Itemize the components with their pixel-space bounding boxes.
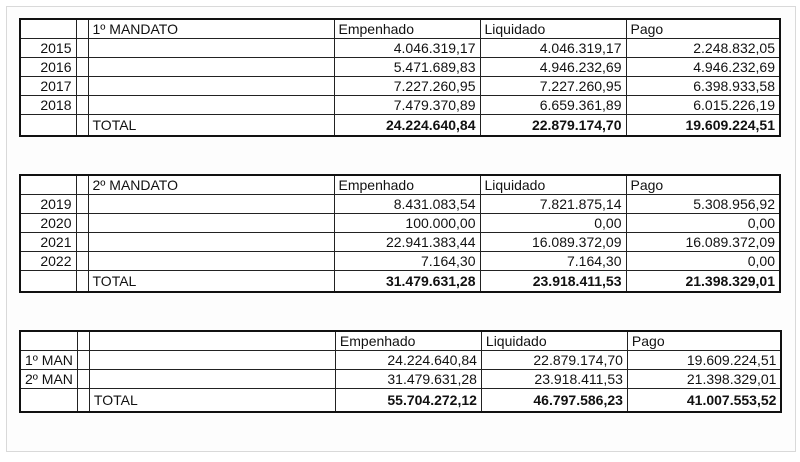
blank-cell bbox=[88, 39, 334, 58]
spacer-cell bbox=[77, 351, 89, 370]
spacer-cell bbox=[76, 96, 88, 115]
table-second-mandate bbox=[19, 174, 781, 293]
table-row bbox=[20, 252, 780, 271]
total-row bbox=[20, 271, 780, 293]
row-label: 2021 bbox=[20, 233, 76, 252]
cell-pago: 21.398.329,01 bbox=[627, 370, 781, 389]
cell-pago: 6.015.226,19 bbox=[626, 96, 780, 115]
total-liquidado: 22.879.174,70 bbox=[480, 115, 626, 137]
grand-total-empenhado: 55.704.272,12 bbox=[335, 389, 481, 413]
table-row bbox=[20, 96, 780, 115]
spacer-cell bbox=[77, 331, 89, 351]
header-empenhado: Empenhado bbox=[334, 175, 480, 195]
cell-liquidado: 0,00 bbox=[480, 214, 626, 233]
spacer-cell bbox=[76, 233, 88, 252]
total-pago: 19.609.224,51 bbox=[626, 115, 780, 137]
grand-total-pago: 41.007.553,52 bbox=[627, 389, 781, 413]
cell-liquidado: 7.821.875,14 bbox=[480, 195, 626, 214]
cell-pago: 16.089.372,09 bbox=[626, 233, 780, 252]
cell-liquidado: 7.164,30 bbox=[480, 252, 626, 271]
cell-pago: 5.308.956,92 bbox=[626, 195, 780, 214]
blank-cell bbox=[88, 233, 334, 252]
cell-pago: 2.248.832,05 bbox=[626, 39, 780, 58]
spacer-cell bbox=[76, 39, 88, 58]
spacer-cell bbox=[76, 271, 88, 293]
total-empenhado: 31.479.631,28 bbox=[334, 271, 480, 293]
row-label: 2017 bbox=[20, 77, 76, 96]
header-pago: Pago bbox=[627, 331, 781, 351]
cell-empenhado: 4.046.319,17 bbox=[334, 39, 480, 58]
cell-empenhado: 24.224.640,84 bbox=[335, 351, 481, 370]
blank-cell bbox=[88, 58, 334, 77]
cell-empenhado: 5.471.689,83 bbox=[334, 58, 480, 77]
cell-empenhado: 7.479.370,89 bbox=[334, 96, 480, 115]
header-empenhado: Empenhado bbox=[334, 19, 480, 39]
cell-pago: 19.609.224,51 bbox=[627, 351, 781, 370]
cell-empenhado: 7.164,30 bbox=[334, 252, 480, 271]
total-label: TOTAL bbox=[88, 271, 334, 293]
header-row bbox=[20, 331, 781, 351]
blank-cell bbox=[88, 77, 334, 96]
spacer-cell bbox=[77, 370, 89, 389]
grand-total-liquidado: 46.797.586,23 bbox=[481, 389, 627, 413]
total-row bbox=[20, 115, 780, 137]
mandate-title: 1º MANDATO bbox=[88, 19, 334, 39]
cell-empenhado: 22.941.383,44 bbox=[334, 233, 480, 252]
row-label: 2018 bbox=[20, 96, 76, 115]
spacer-cell bbox=[76, 77, 88, 96]
blank-cell bbox=[20, 115, 76, 137]
mandate-title: 2º MANDATO bbox=[88, 175, 334, 195]
table-row bbox=[20, 370, 781, 389]
blank-cell bbox=[20, 271, 76, 293]
header-row bbox=[20, 175, 780, 195]
cell-pago: 0,00 bbox=[626, 214, 780, 233]
header-empenhado: Empenhado bbox=[335, 331, 481, 351]
table-row bbox=[20, 195, 780, 214]
header-liquidado: Liquidado bbox=[480, 19, 626, 39]
row-label: 2022 bbox=[20, 252, 76, 271]
blank-cell bbox=[89, 351, 335, 370]
table-row bbox=[20, 77, 780, 96]
table-row bbox=[20, 39, 780, 58]
spacer-cell bbox=[77, 389, 89, 413]
cell-liquidado: 22.879.174,70 bbox=[481, 351, 627, 370]
cell-liquidado: 4.946.232,69 bbox=[480, 58, 626, 77]
table-first-mandate bbox=[19, 18, 781, 137]
table-row bbox=[20, 58, 780, 77]
document-sheet bbox=[6, 6, 796, 452]
blank-cell bbox=[88, 195, 334, 214]
cell-liquidado: 7.227.260,95 bbox=[480, 77, 626, 96]
spacer-cell bbox=[76, 214, 88, 233]
blank-cell bbox=[20, 389, 77, 413]
table-row bbox=[20, 214, 780, 233]
year-header-cell bbox=[20, 175, 76, 195]
total-empenhado: 24.224.640,84 bbox=[334, 115, 480, 137]
spacer-cell bbox=[76, 58, 88, 77]
row-label: 2016 bbox=[20, 58, 76, 77]
blank-cell bbox=[88, 96, 334, 115]
spacer-cell bbox=[76, 252, 88, 271]
cell-liquidado: 6.659.361,89 bbox=[480, 96, 626, 115]
header-pago: Pago bbox=[626, 19, 780, 39]
blank-cell bbox=[88, 252, 334, 271]
total-label: TOTAL bbox=[88, 115, 334, 137]
cell-pago: 6.398.933,58 bbox=[626, 77, 780, 96]
row-label: 2019 bbox=[20, 195, 76, 214]
cell-liquidado: 4.046.319,17 bbox=[480, 39, 626, 58]
blank-cell bbox=[88, 214, 334, 233]
summary-title bbox=[89, 331, 335, 351]
row-label: 1º MAN bbox=[20, 351, 77, 370]
row-label: 2020 bbox=[20, 214, 76, 233]
total-liquidado: 23.918.411,53 bbox=[480, 271, 626, 293]
header-pago: Pago bbox=[626, 175, 780, 195]
row-label: 2015 bbox=[20, 39, 76, 58]
year-header-cell bbox=[20, 19, 76, 39]
cell-pago: 4.946.232,69 bbox=[626, 58, 780, 77]
header-liquidado: Liquidado bbox=[480, 175, 626, 195]
spacer-cell bbox=[76, 19, 88, 39]
cell-liquidado: 16.089.372,09 bbox=[480, 233, 626, 252]
header-row bbox=[20, 19, 780, 39]
table-summary bbox=[19, 330, 782, 413]
cell-empenhado: 100.000,00 bbox=[334, 214, 480, 233]
table-row bbox=[20, 233, 780, 252]
row-label: 2º MAN bbox=[20, 370, 77, 389]
cell-pago: 0,00 bbox=[626, 252, 780, 271]
cell-empenhado: 31.479.631,28 bbox=[335, 370, 481, 389]
total-pago: 21.398.329,01 bbox=[626, 271, 780, 293]
cell-empenhado: 8.431.083,54 bbox=[334, 195, 480, 214]
spacer-cell bbox=[76, 115, 88, 137]
header-liquidado: Liquidado bbox=[481, 331, 627, 351]
cell-empenhado: 7.227.260,95 bbox=[334, 77, 480, 96]
spacer-cell bbox=[76, 175, 88, 195]
total-label: TOTAL bbox=[89, 389, 335, 413]
year-header-cell bbox=[20, 331, 77, 351]
table-row bbox=[20, 351, 781, 370]
cell-liquidado: 23.918.411,53 bbox=[481, 370, 627, 389]
blank-cell bbox=[89, 370, 335, 389]
spacer-cell bbox=[76, 195, 88, 214]
grand-total-row bbox=[20, 389, 781, 413]
